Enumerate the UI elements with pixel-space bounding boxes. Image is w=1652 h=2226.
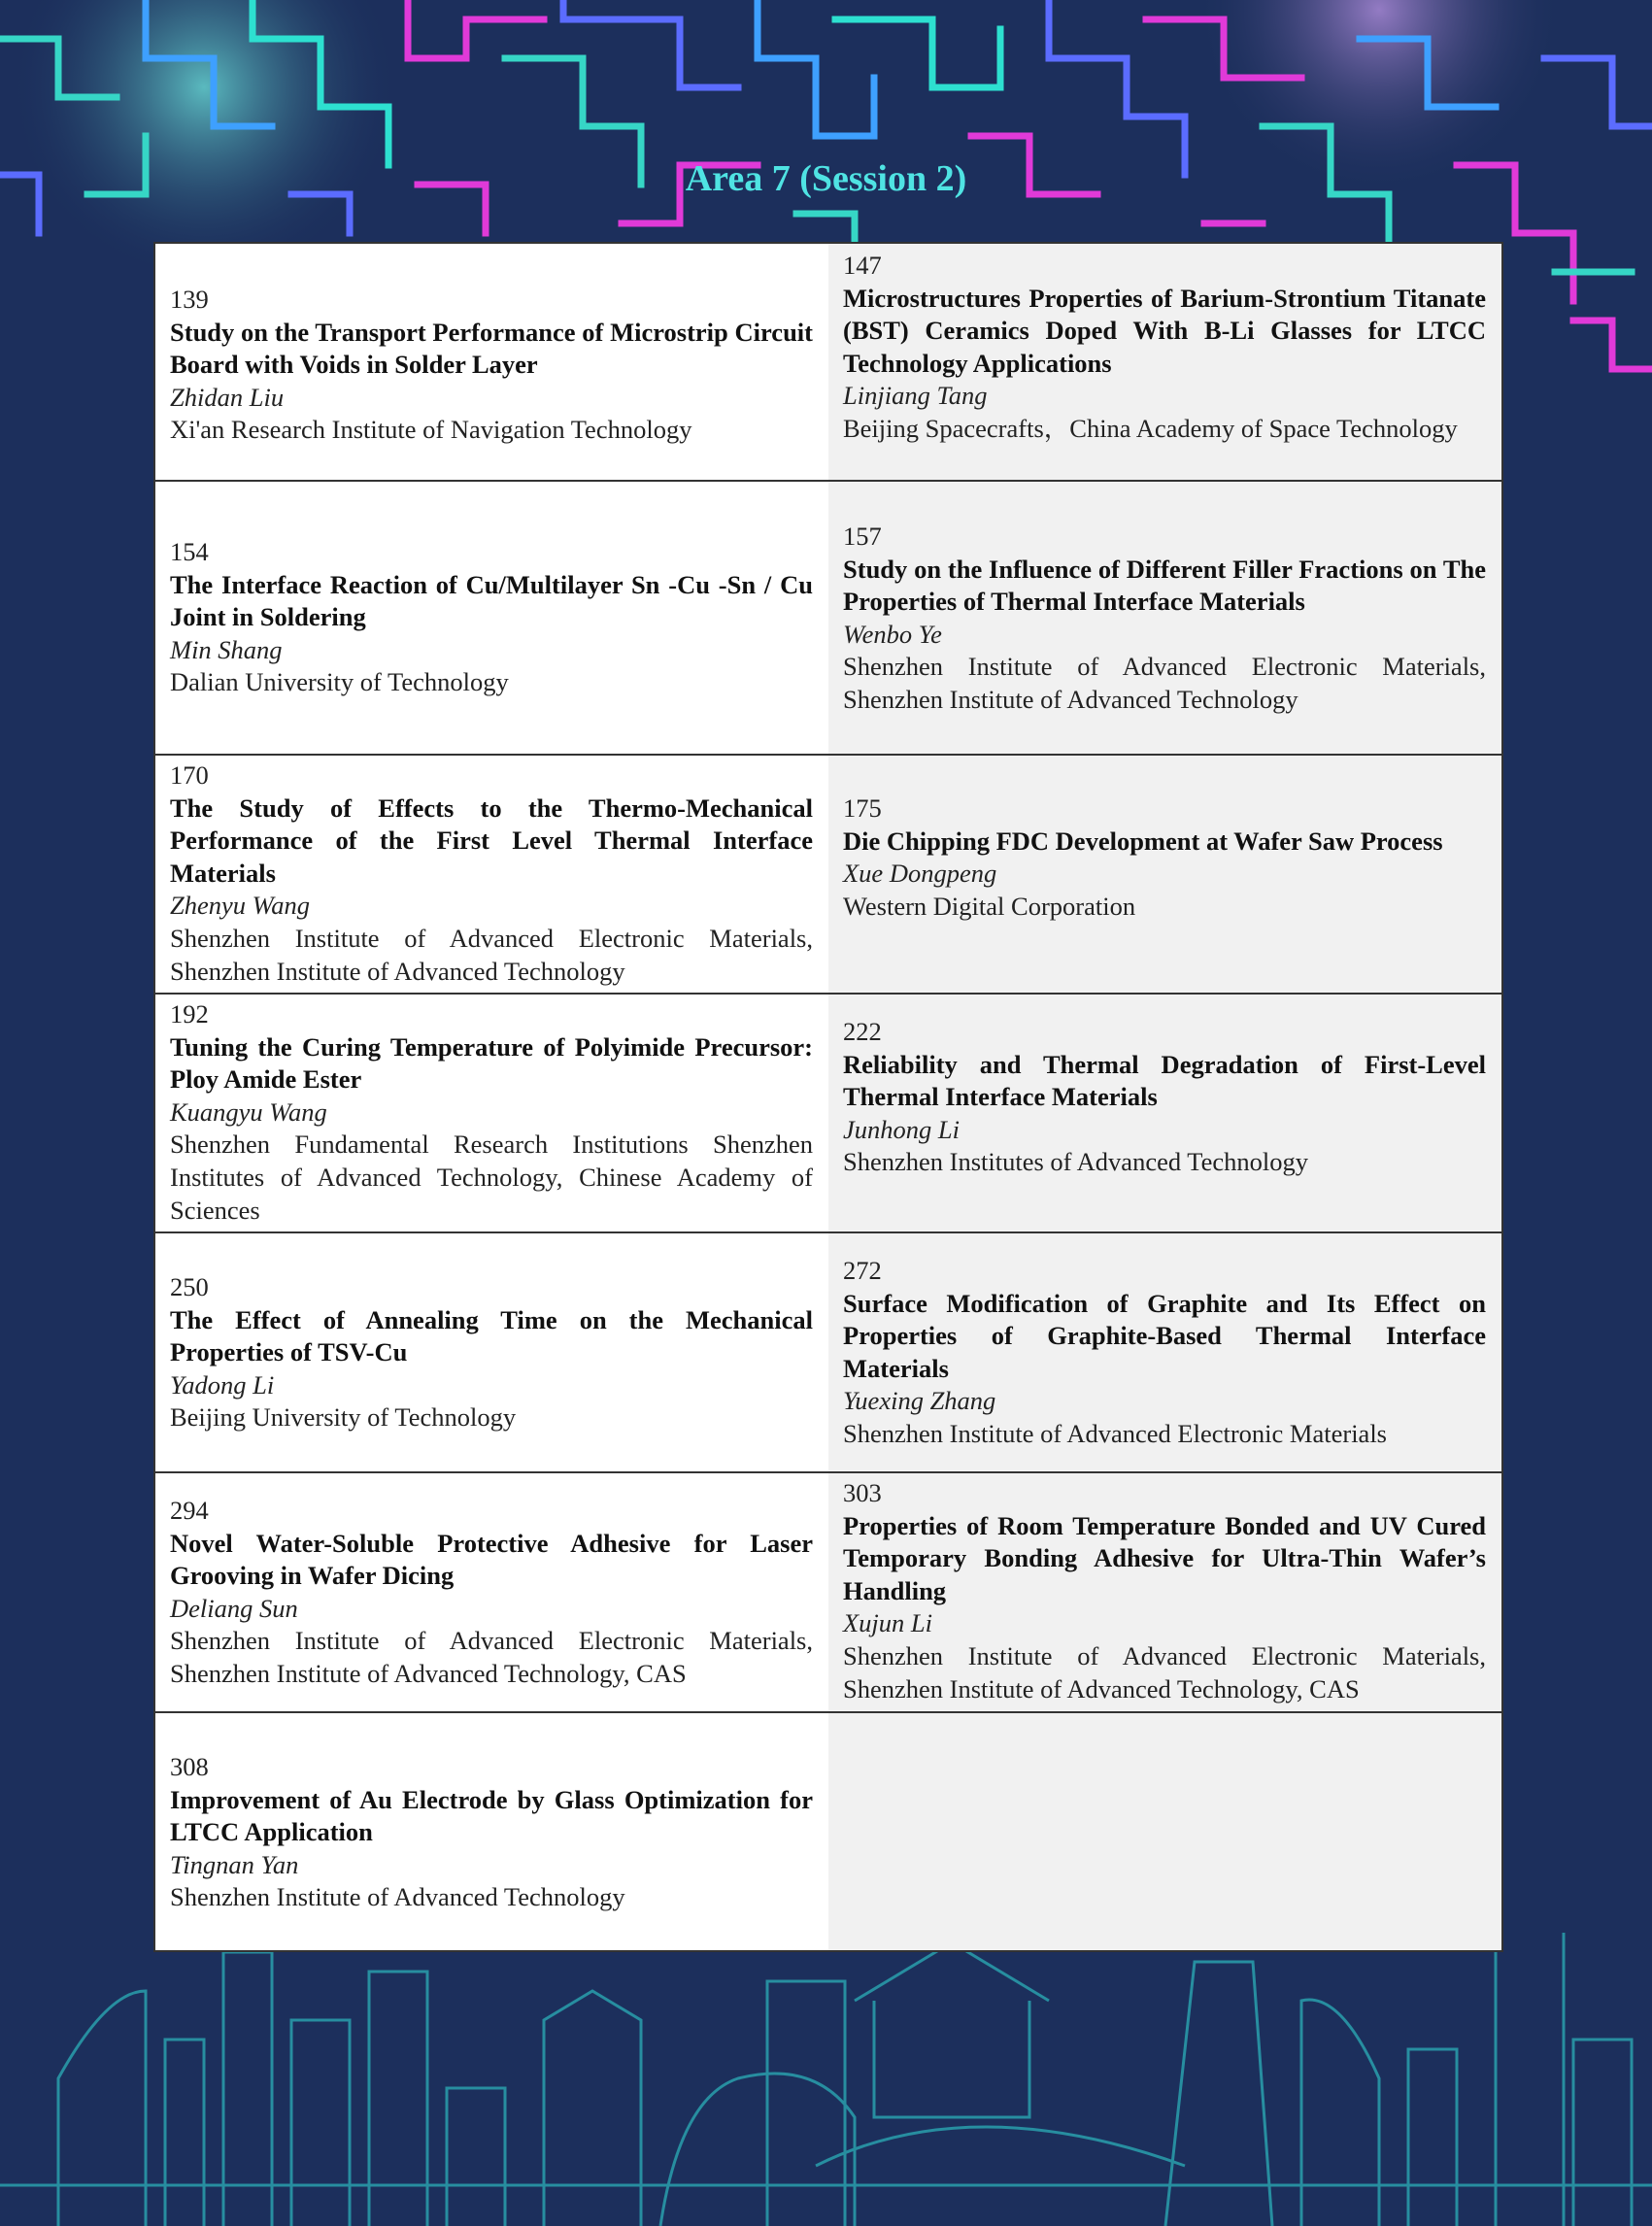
paper-cell	[155, 244, 828, 480]
paper-number: 170	[170, 760, 209, 790]
table-row	[155, 1231, 1501, 1471]
table-row	[155, 244, 1501, 480]
paper-cell	[828, 482, 1501, 754]
paper-author: Zhidan Liu	[170, 382, 285, 412]
table-row	[155, 480, 1501, 754]
paper-author: Zhenyu Wang	[170, 891, 311, 921]
paper-affiliation: Shenzhen Institute of Advanced Electronic Materials	[843, 1418, 1387, 1448]
paper-affiliation: Shenzhen Institute of Advanced Technology	[170, 1882, 625, 1912]
paper-author: Xue Dongpeng	[843, 859, 997, 889]
paper-cell	[155, 1233, 828, 1471]
paper-title: The Effect of Annealing Time on the Mechanical Properties of TSV-Cu	[170, 1304, 813, 1367]
paper-author: Junhong Li	[843, 1114, 960, 1144]
paper-affiliation: Shenzhen Institute of Advanced Electronic Materials, Shenzhen Institute of Advanced Technology	[843, 652, 1486, 714]
paper-author: Linjiang Tang	[843, 381, 988, 411]
paper-cell	[828, 1473, 1501, 1711]
table-row	[155, 1711, 1501, 1950]
paper-number: 308	[170, 1752, 209, 1781]
paper-cell	[155, 995, 828, 1231]
paper-number: 175	[843, 793, 882, 823]
paper-number: 222	[843, 1017, 882, 1046]
paper-author: Tingnan Yan	[170, 1849, 299, 1879]
paper-cell	[155, 756, 828, 993]
paper-title: Surface Modification of Graphite and Its Effect on Properties of Graphite-Based Thermal Interface Materials	[843, 1288, 1486, 1383]
paper-title: Study on the Transport Performance of Microstrip Circuit Board with Voids in Solder Layer	[170, 317, 813, 380]
paper-cell	[828, 995, 1501, 1231]
paper-title: Study on the Influence of Different Filler Fractions on The Properties of Thermal Interface Materials	[843, 554, 1486, 617]
paper-title: The Study of Effects to the Thermo-Mechanical Performance of the First Level Thermal Interface Materials	[170, 793, 813, 888]
paper-title: Improvement of Au Electrode by Glass Optimization for LTCC Application	[170, 1784, 813, 1847]
paper-number: 303	[843, 1478, 882, 1507]
paper-author: Wenbo Ye	[843, 619, 942, 649]
session-paper-table	[153, 242, 1503, 1952]
section-heading: Area 7 (Session 2)	[685, 158, 967, 199]
paper-title: Novel Water-Soluble Protective Adhesive for Laser Grooving in Wafer Dicing	[170, 1528, 813, 1591]
paper-number: 294	[170, 1496, 209, 1525]
paper-number: 154	[170, 537, 209, 566]
paper-author: Min Shang	[170, 634, 283, 664]
paper-author: Xujun Li	[843, 1608, 933, 1638]
paper-number: 157	[843, 522, 882, 551]
paper-cell	[828, 1233, 1501, 1471]
paper-number: 147	[843, 251, 882, 280]
paper-affiliation: Shenzhen Institute of Advanced Electronic Materials, Shenzhen Institute of Advanced Technology	[170, 923, 813, 986]
paper-affiliation: Western Digital Corporation	[843, 891, 1136, 921]
paper-author: Yadong Li	[170, 1369, 275, 1400]
city-skyline-background	[0, 1933, 1652, 2226]
paper-affiliation: Dalian University of Technology	[170, 667, 509, 697]
paper-author: Deliang Sun	[170, 1593, 298, 1623]
paper-affiliation: Xi'an Research Institute of Navigation Technology	[170, 415, 692, 445]
paper-affiliation: Shenzhen Institute of Advanced Electronic Materials, Shenzhen Institute of Advanced Technology, CAS	[843, 1640, 1486, 1703]
paper-title: Reliability and Thermal Degradation of First-Level Thermal Interface Materials	[843, 1049, 1486, 1112]
paper-title: Tuning the Curing Temperature of Polyimide Precursor: Ploy Amide Ester	[170, 1031, 813, 1095]
paper-affiliation: Beijing University of Technology	[170, 1402, 517, 1433]
paper-cell	[828, 756, 1501, 993]
paper-cell	[155, 1473, 828, 1711]
paper-cell	[828, 244, 1501, 480]
paper-affiliation: Shenzhen Institutes of Advanced Technology	[843, 1147, 1308, 1177]
paper-title: Microstructures Properties of Barium-Strontium Titanate (BST) Ceramics Doped With B-Li Glasses for LTCC Technology Applications	[843, 283, 1486, 378]
paper-author: Kuangyu Wang	[170, 1096, 327, 1127]
paper-affiliation: Shenzhen Institute of Advanced Electronic Materials, Shenzhen Institute of Advanced Technology, CAS	[170, 1626, 813, 1688]
paper-number: 139	[170, 285, 209, 314]
empty-cell	[828, 1713, 1501, 1950]
table-row	[155, 1471, 1501, 1711]
paper-title: Die Chipping FDC Development at Wafer Saw Process	[843, 826, 1443, 856]
paper-affiliation: Shenzhen Fundamental Research Institutions Shenzhen Institutes of Advanced Technology, Chinese Academy of Sciences	[170, 1130, 813, 1225]
paper-title: The Interface Reaction of Cu/Multilayer Sn -Cu -Sn / Cu Joint in Soldering	[170, 569, 813, 632]
paper-author: Yuexing Zhang	[843, 1386, 996, 1416]
paper-number: 272	[843, 1256, 882, 1285]
paper-number: 250	[170, 1272, 209, 1301]
table-row	[155, 993, 1501, 1231]
paper-affiliation: Beijing Spacecrafts，China Academy of Space Technology	[843, 413, 1458, 443]
paper-cell	[155, 1713, 828, 1950]
paper-number: 192	[170, 999, 209, 1029]
table-row	[155, 754, 1501, 993]
paper-title: Properties of Room Temperature Bonded and UV Cured Temporary Bonding Adhesive for Ultra-Thin Wafer’s Handling	[843, 1510, 1486, 1605]
paper-cell	[155, 482, 828, 754]
